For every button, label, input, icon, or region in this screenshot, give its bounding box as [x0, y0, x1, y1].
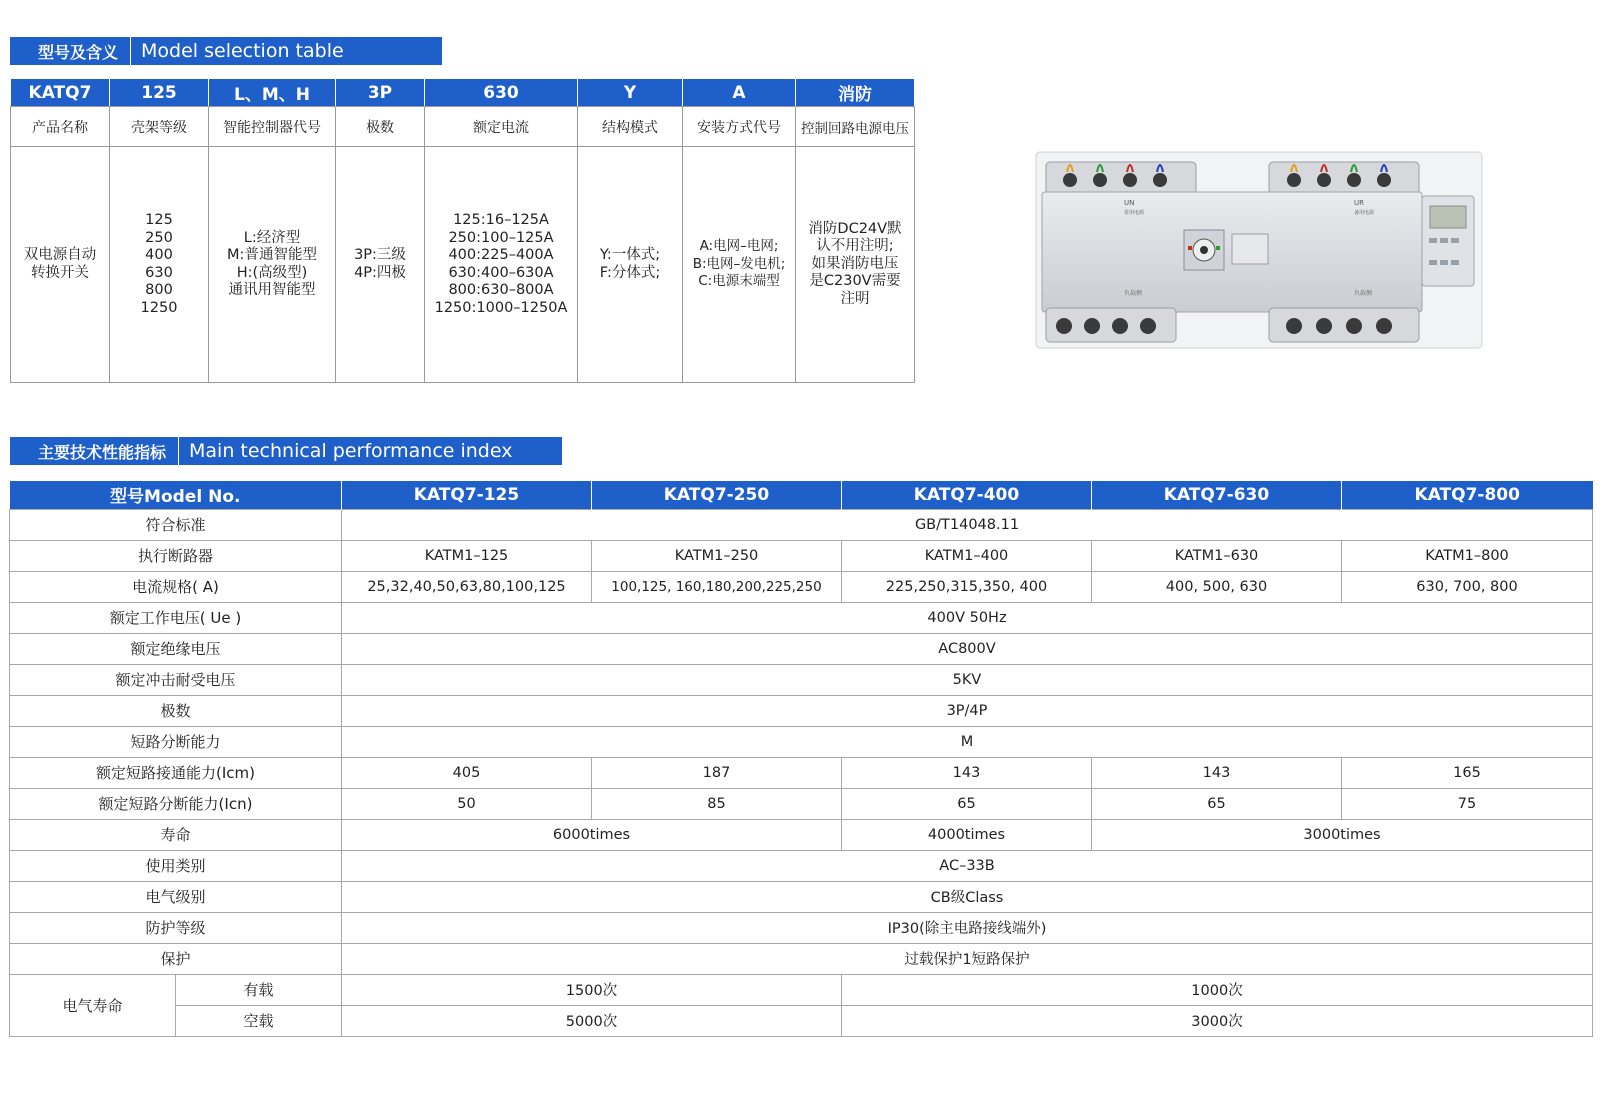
- detail-line: A:电网–电网;: [699, 238, 779, 255]
- code-cell: KATQ7: [11, 79, 110, 107]
- row-label: 额定绝缘电压: [10, 633, 342, 664]
- row-value: 143: [1092, 757, 1342, 788]
- row-value: KATM1–800: [1342, 540, 1593, 571]
- detail-line: C:电源末端型: [698, 273, 780, 290]
- detail-line: F:分体式;: [599, 264, 661, 281]
- detail-line: 630: [145, 264, 173, 281]
- table-row: [10, 757, 1593, 788]
- row-value: KATM1–125: [342, 540, 592, 571]
- row-value: M: [342, 726, 1593, 757]
- detail-cell-product: [11, 147, 110, 383]
- row-value: 65: [842, 788, 1092, 819]
- code-row: [11, 79, 915, 107]
- meaning-cell: 额定电流: [425, 107, 578, 147]
- detail-line: 250: [145, 229, 173, 246]
- row-label: 短路分断能力: [10, 726, 342, 757]
- table-row: [10, 726, 1593, 757]
- table-row: [10, 633, 1593, 664]
- table-row: [10, 540, 1593, 571]
- row-label: 符合标准: [10, 509, 342, 540]
- detail-row: [11, 147, 915, 383]
- product-image: [1034, 150, 1484, 352]
- detail-line: 双电源自动: [23, 247, 97, 263]
- code-cell: Y: [578, 79, 683, 107]
- detail-cell-controller: [209, 147, 336, 383]
- row-sublabel: 空载: [176, 1005, 342, 1036]
- detail-cell-frame: [110, 147, 209, 383]
- detail-line: 400:225–400A: [448, 247, 554, 263]
- row-label: 电气寿命: [10, 974, 176, 1036]
- row-value: 6000times: [342, 819, 842, 850]
- row-value: CB级Class: [342, 881, 1593, 912]
- load-side-label-right: 负载侧: [1354, 290, 1373, 297]
- backup-power-label: 备用电源: [1354, 210, 1375, 216]
- header-model-col: KATQ7-800: [1342, 481, 1593, 509]
- section-title-cn: 主要技术性能指标: [10, 437, 179, 465]
- row-value: 1000次: [842, 974, 1593, 1005]
- row-label: 电气级别: [10, 881, 342, 912]
- table-row: [10, 850, 1593, 881]
- section-title-performance: [10, 437, 562, 465]
- header-model-col: KATQ7-400: [842, 481, 1092, 509]
- table-row: [10, 819, 1593, 850]
- code-cell: L、M、H: [209, 79, 336, 107]
- row-value: 50: [342, 788, 592, 819]
- header-model-col: KATQ7-125: [342, 481, 592, 509]
- detail-line: 125: [145, 212, 173, 228]
- detail-line: 通讯用智能型: [228, 282, 316, 298]
- row-value: 630, 700, 800: [1342, 571, 1593, 602]
- row-value: 400, 500, 630: [1092, 571, 1342, 602]
- row-label: 执行断路器: [10, 540, 342, 571]
- detail-line: H:(高级型): [236, 264, 308, 281]
- un-label: UN: [1124, 199, 1135, 207]
- row-label: 保护: [10, 943, 342, 974]
- row-value: 165: [1342, 757, 1593, 788]
- meaning-cell: 安装方式代号: [683, 107, 796, 147]
- row-value: 5000次: [342, 1005, 842, 1036]
- code-cell: 630: [425, 79, 578, 107]
- table-row: [10, 881, 1593, 912]
- table-row: [10, 788, 1593, 819]
- header-row: [10, 481, 1593, 509]
- section-title-en: Model selection table: [141, 40, 344, 62]
- table-row: [10, 602, 1593, 633]
- row-value: 3P/4P: [342, 695, 1593, 726]
- row-label: 防护等级: [10, 912, 342, 943]
- detail-line: B:电网–发电机;: [692, 255, 786, 272]
- code-cell: 125: [110, 79, 209, 107]
- detail-line: 400: [145, 247, 173, 263]
- row-value: KATM1–400: [842, 540, 1092, 571]
- row-value: 3000次: [842, 1005, 1593, 1036]
- row-value: GB/T14048.11: [342, 509, 1593, 540]
- row-value: 过载保护1短路保护: [342, 943, 1593, 974]
- row-value: 1500次: [342, 974, 842, 1005]
- table-row: [10, 912, 1593, 943]
- section-title-en: Main technical performance index: [189, 440, 513, 462]
- detail-line: 认不用注明;: [816, 238, 894, 255]
- row-value: 3000times: [1092, 819, 1593, 850]
- row-value: AC–33B: [342, 850, 1593, 881]
- detail-cell-install: [683, 147, 796, 383]
- table-row: [10, 695, 1593, 726]
- detail-line: 消防DC24V默: [808, 220, 902, 237]
- detail-line: 如果消防电压: [811, 255, 899, 272]
- meaning-cell: 产品名称: [11, 107, 110, 147]
- row-label: 额定冲击耐受电压: [10, 664, 342, 695]
- row-label: 使用类别: [10, 850, 342, 881]
- row-value: KATM1–630: [1092, 540, 1342, 571]
- detail-line: L:经济型: [243, 229, 301, 246]
- detail-line: 630:400–630A: [448, 264, 554, 281]
- detail-line: 1250:1000–1250A: [434, 299, 568, 316]
- row-value: 400V 50Hz: [342, 602, 1593, 633]
- detail-cell-poles: [336, 147, 425, 383]
- row-value: KATM1–250: [592, 540, 842, 571]
- row-value: 143: [842, 757, 1092, 788]
- ur-label: UR: [1354, 199, 1364, 207]
- row-value: 75: [1342, 788, 1593, 819]
- table-row: [10, 943, 1593, 974]
- header-model-col: KATQ7-250: [592, 481, 842, 509]
- row-value: 225,250,315,350, 400: [842, 571, 1092, 602]
- detail-cell-control-voltage: [796, 147, 915, 383]
- detail-line: Y:一体式;: [599, 247, 661, 263]
- load-side-label-left: 负载侧: [1124, 290, 1143, 297]
- performance-table: [9, 481, 1593, 1037]
- header-model: 型号Model No.: [10, 481, 342, 509]
- detail-line: 800: [145, 282, 173, 298]
- section-title-cn: 型号及含义: [10, 37, 131, 65]
- table-row: [10, 571, 1593, 602]
- detail-line: 1250: [140, 299, 178, 316]
- row-value: 85: [592, 788, 842, 819]
- table-row: [10, 974, 1593, 1005]
- code-cell: A: [683, 79, 796, 107]
- model-selection-table: [10, 78, 915, 383]
- table-row: [10, 1005, 1593, 1036]
- row-value: IP30(除主电路接线端外): [342, 912, 1593, 943]
- row-label: 额定短路接通能力(Icm): [10, 757, 342, 788]
- detail-line: 125:16–125A: [453, 212, 549, 228]
- row-label: 额定工作电压( Ue ): [10, 602, 342, 633]
- row-value: 4000times: [842, 819, 1092, 850]
- meaning-cell: 极数: [336, 107, 425, 147]
- row-value: 100,125, 160,180,200,225,250: [592, 571, 842, 602]
- detail-cell-structure: [578, 147, 683, 383]
- row-value: 5KV: [342, 664, 1593, 695]
- meaning-cell: 结构模式: [578, 107, 683, 147]
- detail-line: 转换开关: [31, 264, 89, 281]
- detail-line: 800:630–800A: [448, 282, 554, 298]
- section-title-model: [10, 37, 442, 65]
- detail-line: 250:100–125A: [448, 229, 554, 246]
- meaning-row: [11, 107, 915, 147]
- code-cell: 消防: [796, 79, 915, 107]
- table-row: [10, 664, 1593, 695]
- meaning-cell: 控制回路电源电压: [796, 107, 915, 147]
- row-label: 电流规格( A): [10, 571, 342, 602]
- detail-line: 是C230V需要: [809, 273, 901, 290]
- detail-line: 注明: [840, 290, 870, 307]
- common-power-label: 常用电源: [1124, 210, 1145, 216]
- table-row: [10, 509, 1593, 540]
- row-label: 极数: [10, 695, 342, 726]
- row-sublabel: 有载: [176, 974, 342, 1005]
- row-value: 187: [592, 757, 842, 788]
- header-model-col: KATQ7-630: [1092, 481, 1342, 509]
- detail-line: M:普通智能型: [227, 247, 317, 263]
- meaning-cell: 壳架等级: [110, 107, 209, 147]
- row-value: 65: [1092, 788, 1342, 819]
- detail-line: 3P:三级: [354, 247, 406, 263]
- code-cell: 3P: [336, 79, 425, 107]
- detail-cell-current: [425, 147, 578, 383]
- row-value: AC800V: [342, 633, 1593, 664]
- row-label: 额定短路分断能力(Icn): [10, 788, 342, 819]
- row-label: 寿命: [10, 819, 342, 850]
- row-value: 405: [342, 757, 592, 788]
- meaning-cell: 智能控制器代号: [209, 107, 336, 147]
- detail-line: 4P:四极: [354, 264, 406, 281]
- row-value: 25,32,40,50,63,80,100,125: [342, 571, 592, 602]
